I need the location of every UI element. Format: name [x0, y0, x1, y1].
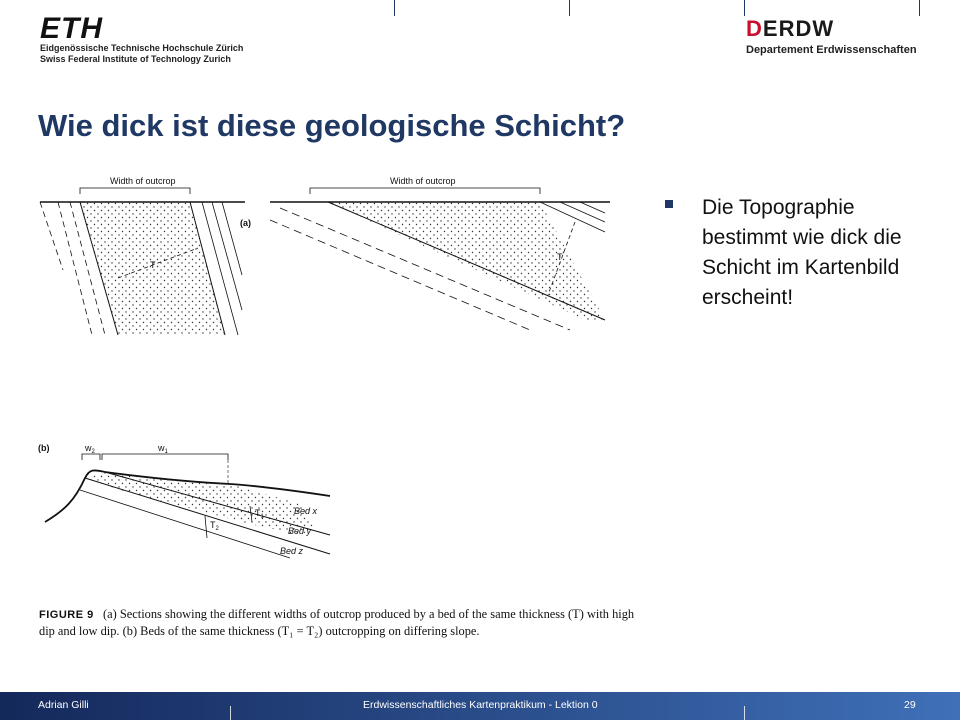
width-of-outcrop-right-label: Width of outcrop	[390, 176, 456, 186]
footer-page-number: 29	[904, 699, 916, 711]
t2-label: $T_2$	[210, 520, 219, 532]
footer-course: Erdwissenschaftliches Kartenpraktikum - Lektion 0	[363, 699, 598, 711]
slide-title: Wie dick ist diese geologische Schicht?	[38, 108, 626, 143]
width-of-outcrop-left-label: Width of outcrop	[110, 176, 176, 186]
w2-label: $w_2$	[85, 443, 95, 455]
bed-x-label: Bed x	[294, 506, 318, 516]
figure-caption	[39, 606, 639, 639]
bullet-square-icon	[665, 200, 673, 208]
footer-separator	[230, 706, 231, 720]
geology-figure	[30, 160, 630, 605]
t1-label: $T_1$	[255, 508, 264, 520]
thickness-t-left: T	[150, 260, 156, 270]
derdw-prefix: D	[746, 16, 763, 41]
derdw-logo	[746, 18, 946, 60]
figure-caption-label: FIGURE 9	[39, 609, 94, 621]
department-name: Departement Erdwissenschaften	[746, 44, 917, 56]
footer-separator	[744, 706, 745, 720]
eth-logo	[40, 14, 260, 64]
slide-footer	[0, 692, 960, 720]
header-tick	[569, 0, 570, 16]
panel-a-label: (a)	[240, 218, 251, 228]
eth-name-english: Swiss Federal Institute of Technology Zurich	[40, 54, 231, 64]
panel-b-label: (b)	[38, 443, 50, 453]
bullet-text: Die Topographie bestimmt wie dick die Schicht im Kartenbild erscheint!	[702, 196, 902, 309]
header-tick	[919, 0, 920, 16]
footer-author: Adrian Gilli	[38, 699, 89, 711]
eth-name-german: Eidgenössische Technische Hochschule Zürich	[40, 43, 244, 53]
figure-caption-text: (a) Sections showing the different widths of outcrop produced by a bed of the same thickness (T) with high dip and low dip. (b) Beds of the same thickness (T₁ = T₂) outcropping on differing slope.	[39, 607, 635, 638]
section-slope	[45, 454, 330, 558]
w1-label: $w_1$	[158, 443, 168, 455]
eth-logo-wordmark: ETH	[40, 12, 103, 45]
bed-y-label: Bed y	[288, 526, 312, 536]
thickness-t-right: T	[557, 252, 563, 262]
bed-z-label: Bed z	[280, 546, 304, 556]
section-high-dip	[40, 188, 245, 335]
derdw-wordmark	[746, 18, 834, 40]
header-tick	[394, 0, 395, 16]
derdw-rest: ERDW	[762, 16, 835, 41]
header-tick	[744, 0, 745, 16]
